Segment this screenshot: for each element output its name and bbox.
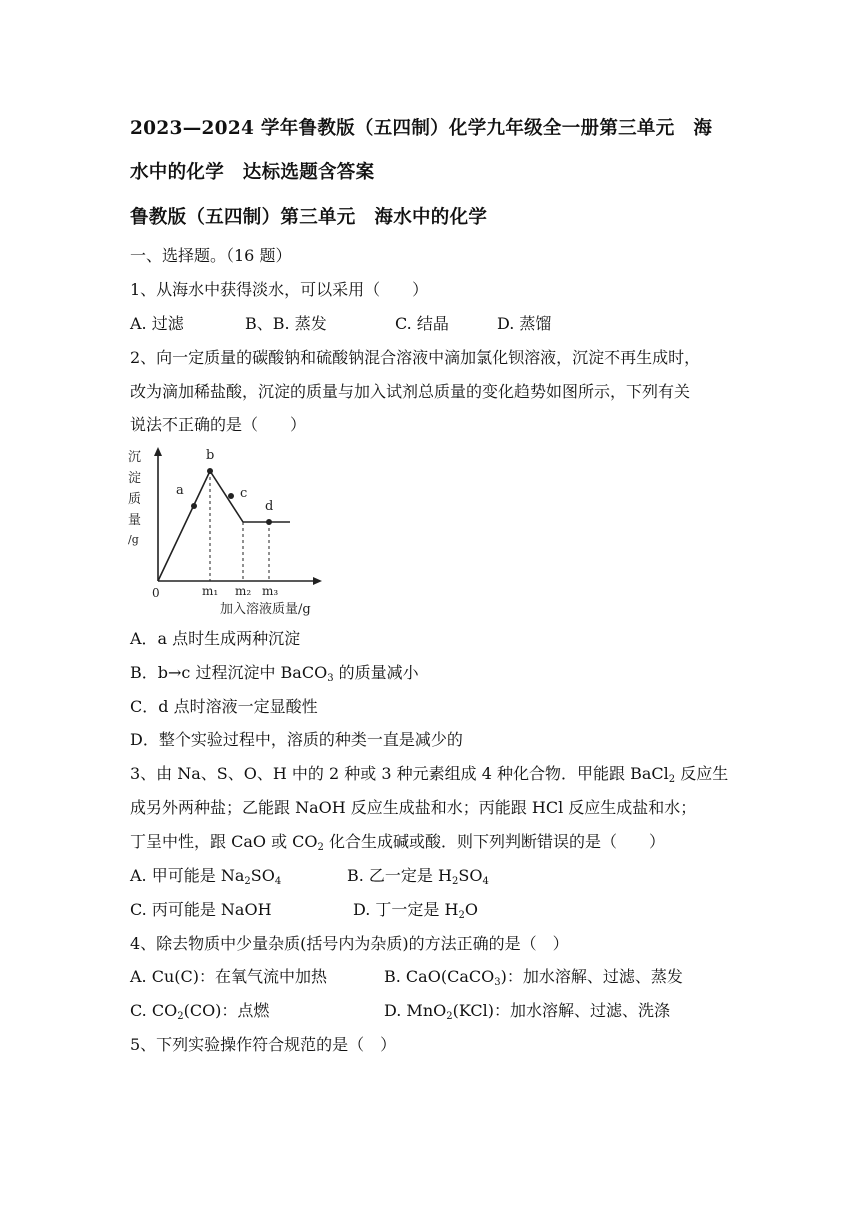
q1-option-d: D. 蒸馏 bbox=[497, 314, 552, 333]
q2-stem-line-2: 改为滴加稀盐酸，沉淀的质量与加入试剂总质量的变化趋势如图所示，下列有关 bbox=[130, 382, 691, 401]
ylabel-char: 量 bbox=[128, 513, 142, 528]
q2-stem-line-3: 说法不正确的是（ ） bbox=[130, 415, 307, 434]
q2-option-a: A．a 点时生成两种沉淀 bbox=[130, 629, 301, 648]
q2-stem-line-1: 2、向一定质量的碳酸钠和硫酸钠混合溶液中滴加氯化钡溶液，沉淀不再生成时， bbox=[130, 348, 701, 367]
q3-stem-line-3: 丁呈中性，跟 CaO 或 $CO_2$ 化合生成碱或酸．则下列判断错误的是（ ） bbox=[130, 832, 665, 853]
point-d bbox=[266, 519, 272, 525]
doc-title-line-1: 2023—2024 学年鲁教版（五四制）化学九年级全一册第三单元 海 bbox=[130, 118, 713, 139]
label-a: a bbox=[176, 483, 184, 498]
q2-option-c: C．d 点时溶液一定显酸性 bbox=[130, 697, 318, 716]
q4-option-c: C. $CO_2(CO)$：点燃 bbox=[130, 1001, 270, 1022]
q1-option-b: B、B. 蒸发 bbox=[245, 314, 327, 333]
x-axis-label: 加入溶液质量/g bbox=[220, 602, 311, 617]
q2-option-b: B．b→c 过程沉淀中 BaCO$_3$ 的质量减小 bbox=[130, 663, 419, 684]
point-a bbox=[191, 503, 197, 509]
ylabel-char: 沉 bbox=[128, 450, 142, 465]
origin-label: 0 bbox=[152, 586, 160, 600]
label-b: b bbox=[206, 448, 215, 463]
q3-option-b: B. 乙一定是 $H_2SO_4$ bbox=[347, 866, 489, 887]
ylabel-unit: /g bbox=[128, 533, 139, 546]
unit-title: 鲁教版（五四制）第三单元 海水中的化学 bbox=[130, 207, 488, 228]
q3-option-a: A. 甲可能是 $Na_2SO_4$ bbox=[130, 866, 282, 887]
q3-stem-line-2: 成另外两种盐；乙能跟 NaOH 反应生成盐和水；丙能跟 HCl 反应生成盐和水； bbox=[130, 798, 697, 817]
ylabel-char: 质 bbox=[128, 492, 142, 507]
tick-m3: m₃ bbox=[262, 584, 279, 598]
tick-m1: m₁ bbox=[202, 584, 219, 598]
x-axis-arrow bbox=[313, 577, 322, 585]
precipitate-mass-graph bbox=[124, 445, 336, 617]
q4-option-a: A. Cu(C)：在氧气流中加热 bbox=[130, 967, 328, 986]
ylabel-char: 淀 bbox=[128, 471, 142, 486]
section-heading: 一、选择题。（16 题） bbox=[130, 246, 292, 265]
point-b bbox=[207, 468, 213, 474]
q4-option-d: D. MnO$_2$(KCl)：加水溶解、过滤、洗涤 bbox=[384, 1001, 670, 1022]
y-axis-arrow bbox=[154, 447, 162, 456]
point-c bbox=[228, 493, 234, 499]
q1-option-c: C. 结晶 bbox=[395, 314, 449, 333]
q1-option-a: A. 过滤 bbox=[130, 314, 184, 333]
label-c: c bbox=[240, 486, 248, 501]
q3-option-d: D. 丁一定是 $H_2O$ bbox=[353, 900, 478, 921]
label-d: d bbox=[265, 499, 274, 514]
tick-m2: m₂ bbox=[235, 584, 252, 598]
q3-stem-line-1: 3、由 Na、S、O、H 中的 2 种或 3 种元素组成 4 种化合物．甲能跟 BaCl$_2$ 反应生 bbox=[130, 764, 729, 785]
q1-stem: 1、从海水中获得淡水，可以采用（ ） bbox=[130, 280, 429, 299]
q4-option-b: B. CaO(CaCO$_3$)：加水溶解、过滤、蒸发 bbox=[384, 967, 683, 988]
q3-option-c: C. 丙可能是 NaOH bbox=[130, 900, 272, 919]
q2-option-d: D．整个实验过程中，溶质的种类一直是减少的 bbox=[130, 730, 463, 749]
q5-stem: 5、下列实验操作符合规范的是（ ） bbox=[130, 1035, 397, 1054]
q4-stem: 4、除去物质中少量杂质(括号内为杂质)的方法正确的是（ ） bbox=[130, 934, 569, 953]
doc-title-line-2: 水中的化学 达标选题含答案 bbox=[130, 162, 375, 183]
